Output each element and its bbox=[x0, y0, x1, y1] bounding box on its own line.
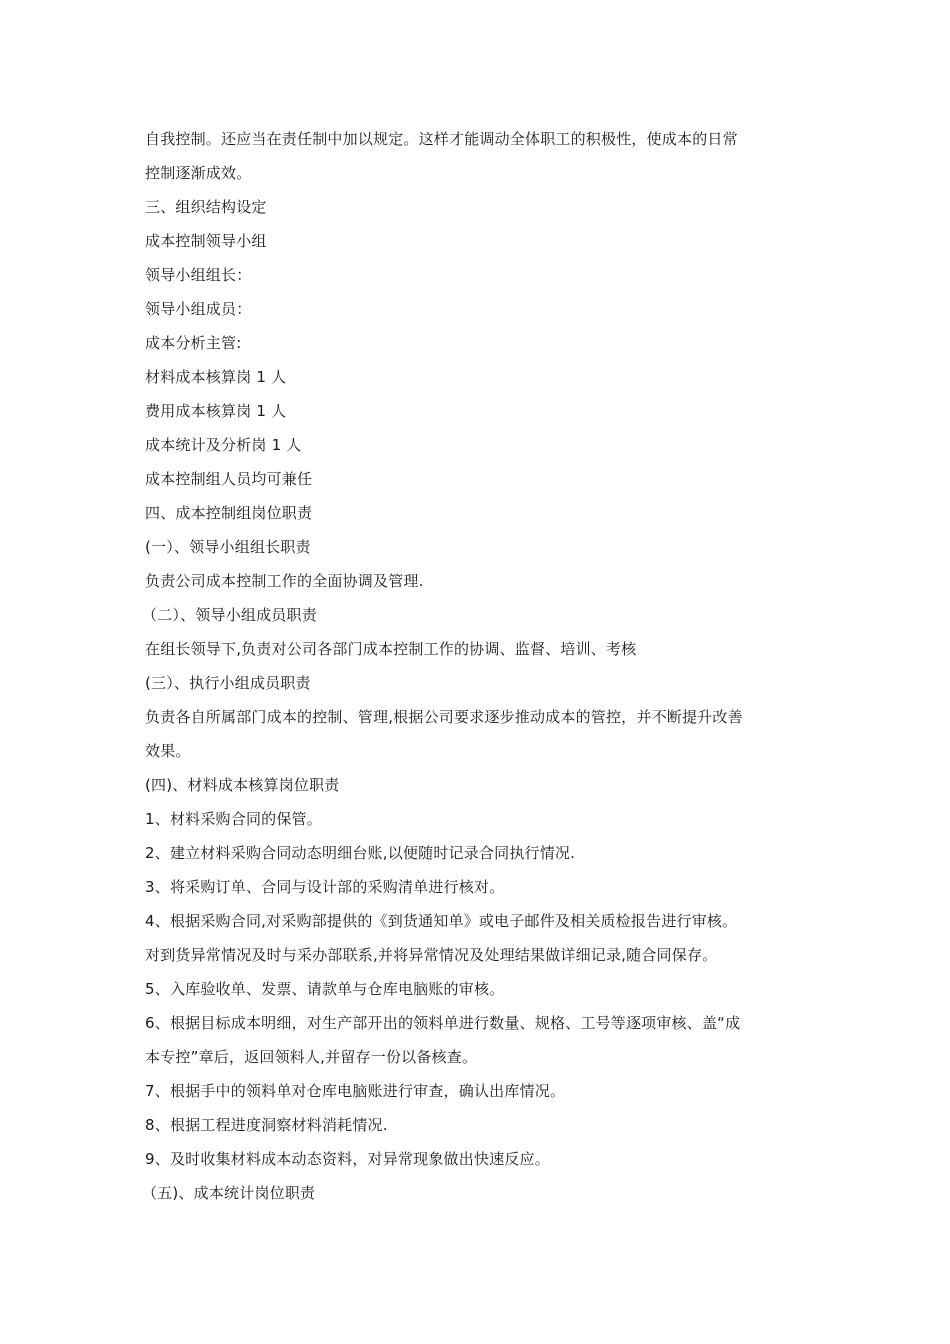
subsection-heading: （五)、成本统计岗位职责 bbox=[142, 1184, 316, 1202]
paragraph-line: 负责公司成本控制工作的全面协调及管理. bbox=[145, 572, 424, 590]
subsection-heading: (三）、执行小组成员职责 bbox=[145, 674, 311, 692]
subsection-heading: （二）、领导小组成员职责 bbox=[142, 606, 317, 624]
paragraph-line: 成本统计及分析岗 1 人 bbox=[145, 436, 302, 454]
list-item: 4、根据采购合同,对采购部提供的《到货通知单》或电子邮件及相关质检报告进行审核。 bbox=[145, 912, 738, 930]
list-item-continuation: 本专控”章后，返回领料人,并留存一份以备核查。 bbox=[145, 1048, 478, 1066]
document-body bbox=[142, 122, 815, 1210]
paragraph-line: 控制逐渐成效。 bbox=[145, 164, 252, 182]
list-item-continuation: 对到货异常情况及时与采办部联系,并将异常情况及处理结果做详细记录,随合同保存。 bbox=[145, 946, 718, 964]
paragraph-line: 成本分析主管: bbox=[145, 334, 242, 352]
paragraph-line: 成本控制组人员均可兼任 bbox=[145, 470, 313, 488]
list-item: 5、入库验收单、发票、请款单与仓库电脑账的审核。 bbox=[145, 980, 505, 998]
paragraph-line: 领导小组成员： bbox=[145, 300, 252, 318]
paragraph-line: 效果。 bbox=[145, 742, 191, 760]
list-item: 3、将采购订单、合同与设计部的采购清单进行核对。 bbox=[145, 878, 505, 896]
list-item: 7、根据手中的领料单对仓库电脑账进行审查，确认出库情况。 bbox=[145, 1082, 566, 1100]
paragraph-line: 负责各自所属部门成本的控制、管理,根据公司要求逐步推动成本的管控，并不断提升改善 bbox=[145, 708, 743, 726]
subsection-heading: (四)、材料成本核算岗位职责 bbox=[145, 776, 340, 794]
list-item: 8、根据工程进度洞察材料消耗情况. bbox=[145, 1116, 388, 1134]
section-heading: 四、成本控制组岗位职责 bbox=[145, 504, 313, 522]
subsection-heading: (一）、领导小组组长职责 bbox=[145, 538, 311, 556]
list-item: 6、根据目标成本明细，对生产部开出的领料单进行数量、规格、工号等逐项审核、盖“成 bbox=[145, 1014, 741, 1032]
paragraph-line: 费用成本核算岗 1 人 bbox=[145, 402, 287, 420]
list-item: 2、建立材料采购合同动态明细台账,以便随时记录合同执行情况. bbox=[145, 844, 576, 862]
paragraph-line: 材料成本核算岗 1 人 bbox=[145, 368, 287, 386]
list-item: 1、材料采购合同的保管。 bbox=[145, 810, 322, 828]
paragraph-line: 成本控制领导小组 bbox=[145, 232, 267, 250]
list-item: 9、及时收集材料成本动态资料，对异常现象做出快速反应。 bbox=[145, 1150, 550, 1168]
section-heading: 三、组织结构设定 bbox=[145, 198, 267, 216]
paragraph-line: 自我控制。还应当在责任制中加以规定。这样才能调动全体职工的积极性，使成本的日常 bbox=[145, 130, 738, 148]
paragraph-line: 在组长领导下,负责对公司各部门成本控制工作的协调、监督、培训、考核 bbox=[145, 640, 637, 658]
paragraph-line: 领导小组组长： bbox=[145, 266, 252, 284]
